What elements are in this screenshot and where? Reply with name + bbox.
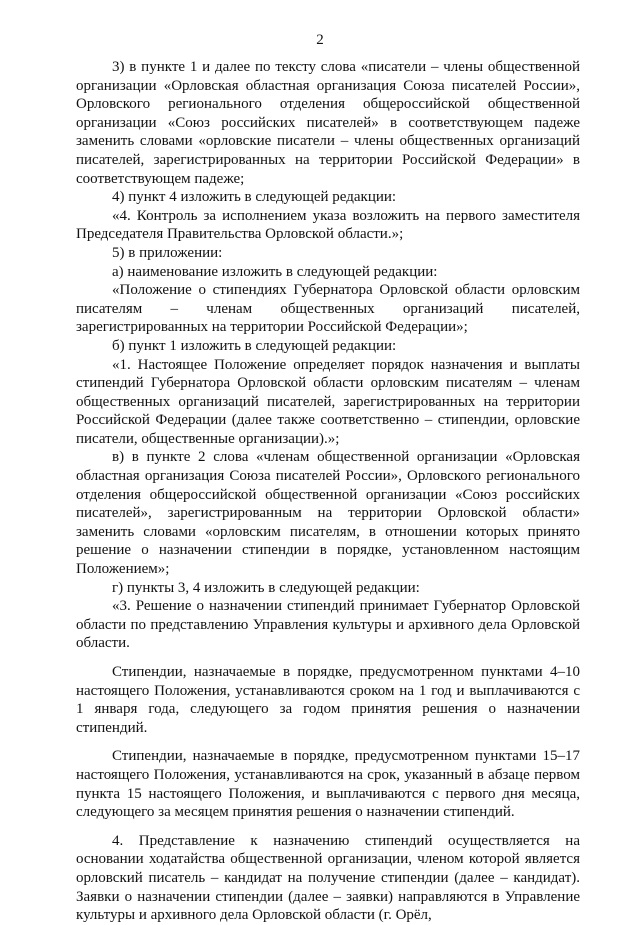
paragraph-regulation-title: «Положение о стипендиях Губернатора Орловской области орловским писателям – членам общественных организаций писателей, зарегистрированных на территории Российской Федерации»;	[76, 282, 580, 336]
paragraph-item-3: 3) в пункте 1 и далее по тексту слова «писатели – члены общественной организации «Орловская областная организация Союза писателей России», Орловского регионального отделения общероссийской общественной организации «Союз российских писателей» в соответствующем падеже заменить словами «орловские писатели – члены общественных организаций писателей, зарегистрированных на территории Российской Федерации» в соответствующем падеже;	[76, 59, 580, 187]
paragraph-item-4-text: «4. Контроль за исполнением указа возложить на первого заместителя Председателя Правительства Орловской области.»;	[76, 207, 580, 243]
paragraph-item-4: 4) пункт 4 изложить в следующей редакции:	[112, 189, 397, 206]
paragraph-clause-4-text: 4. Представление к назначению стипендий осуществляется на основании ходатайства общественной организации, членом которой является орловский писатель – кандидат на получение стипендии (далее – кандидат). Заявки о назначении стипендии (далее – заявки) направляются в Управление культуры и архивного дела Орловской области (г. Орёл,	[76, 832, 580, 924]
page-number: 2	[316, 32, 324, 48]
paragraph-stipend-terms-1: Стипендии, назначаемые в порядке, предусмотренном пунктами 4–10 настоящего Положения, устанавливаются сроком на 1 год и выплачиваются с 1 января года, следующего за годом принятия решения о назначении стипендий.	[76, 664, 580, 736]
paragraph-clause-1-text: «1. Настоящее Положение определяет порядок назначения и выплаты стипендий Губернатора Орловской области орловским писателям – членам общественных организаций писателей, зарегистрированных на территории Российской Федерации (далее также соответственно – стипендии, орловские писатели, общественные организации).»;	[76, 356, 580, 447]
paragraph-subitem-a: а) наименование изложить в следующей редакции:	[112, 263, 438, 280]
paragraph-subitem-v: в) в пункте 2 слова «членам общественной организации «Орловская областная организация Союза писателей России», Орловского регионального отделения общероссийской общественной организации «Союз российских писателей», зарегистрированным на территории Орловской области» заменить словами «орловским писателям, в отношении которых принято решение о назначении стипендии в порядке, установленном настоящим Положением»;	[76, 449, 580, 578]
paragraph-item-5: 5) в приложении:	[112, 244, 223, 261]
paragraph-subitem-b: б) пункт 1 изложить в следующей редакции:	[112, 337, 397, 354]
paragraph-stipend-terms-2: Стипендии, назначаемые в порядке, предусмотренном пунктами 15–17 настоящего Положения, устанавливаются на срок, указанный в абзаце первом пункта 15 настоящего Положения, и выплачиваются с первого дня месяца, следующего за месяцем принятия решения о назначении стипендий.	[76, 748, 580, 821]
paragraph-clause-3-text: «3. Решение о назначении стипендий принимает Губернатор Орловской области по представлению Управления культуры и архивного дела Орловской области.	[76, 598, 580, 652]
document-body	[76, 58, 580, 925]
paragraph-subitem-g: г) пункты 3, 4 изложить в следующей редакции:	[112, 579, 420, 596]
